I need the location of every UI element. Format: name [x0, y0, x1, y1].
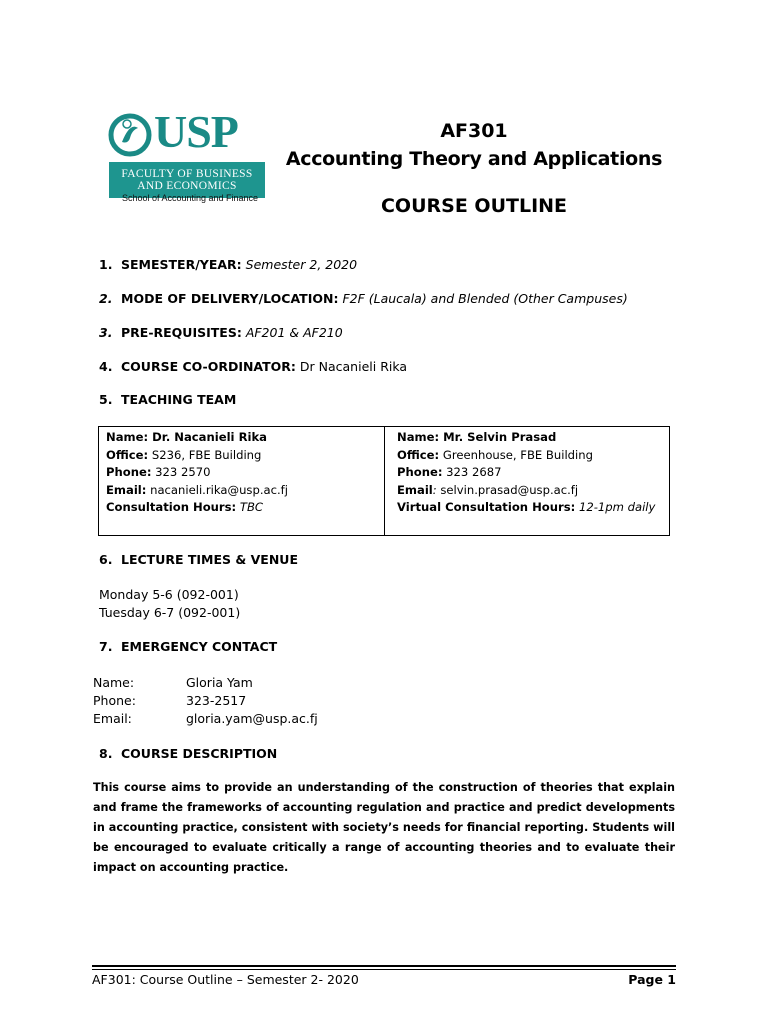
usp-emblem-icon	[108, 112, 154, 158]
contact-name-label: Name:	[93, 675, 135, 690]
email-label: Email	[397, 482, 433, 497]
section-number: 8.	[99, 746, 113, 761]
hours-label: Consultation Hours:	[106, 500, 237, 515]
phone-label: Phone:	[397, 465, 443, 480]
section-number: 4.	[99, 359, 113, 374]
document-title: COURSE OUTLINE	[380, 195, 568, 217]
contact-phone-value: 323-2517	[186, 693, 247, 708]
emergency-contact-details	[93, 674, 318, 728]
team-member-right	[384, 427, 669, 535]
contact-phone-row	[93, 692, 318, 710]
contact-email-label: Email:	[93, 711, 132, 726]
lecture-times-list	[99, 586, 240, 622]
section-value: Semester 2, 2020	[245, 257, 358, 272]
faculty-line-2: AND ECONOMICS	[137, 180, 237, 192]
section-label: LECTURE TIMES & VENUE	[121, 552, 298, 567]
section-label: PRE-REQUISITES:	[121, 325, 242, 340]
section-number: 6.	[99, 552, 113, 567]
section-label: COURSE DESCRIPTION	[121, 746, 278, 761]
section-value: AF201 & AF210	[245, 325, 343, 340]
email-colon: :	[432, 482, 437, 497]
contact-name-value: Gloria Yam	[186, 675, 253, 690]
member-office	[397, 447, 662, 465]
member-office	[106, 447, 377, 465]
member-phone	[106, 464, 377, 482]
lecture-time: Monday 5-6 (092-001)	[99, 587, 239, 602]
school-name: School of Accounting and Finance	[121, 193, 259, 203]
section-value: Dr Nacanieli Rika	[299, 359, 408, 374]
office-value: Greenhouse, FBE Building	[442, 447, 593, 462]
hours-label: Virtual Consultation Hours:	[397, 500, 576, 515]
section-number: 3.	[99, 325, 113, 340]
lecture-time: Tuesday 6-7 (092-001)	[99, 605, 241, 620]
course-description-text: This course aims to provide an understanding of the construction of theories that explain and frame the frameworks of accounting regulation and practice and predict developments in accounting practice, consistent with society’s needs for financial reporting. Students will be encouraged to evaluate critically a range of accounting theories and to evaluate their impact on accounting practice.	[93, 781, 675, 874]
section-semester	[99, 257, 357, 273]
section-number: 7.	[99, 639, 113, 654]
section-course-description	[99, 746, 277, 762]
footer-divider	[92, 965, 676, 970]
member-hours	[106, 499, 377, 517]
phone-value: 323 2570	[155, 465, 211, 480]
member-name	[397, 429, 662, 447]
contact-name-row	[93, 674, 318, 692]
footer-title: AF301: Course Outline – Semester 2- 2020	[92, 972, 359, 987]
section-lecture-times	[99, 552, 298, 568]
member-name-text: Name: Mr. Selvin Prasad	[397, 430, 557, 444]
section-value: F2F (Laucala) and Blended (Other Campuses)	[342, 291, 628, 306]
phone-label: Phone:	[106, 465, 152, 480]
contact-phone-label: Phone:	[93, 693, 136, 708]
course-name: Accounting Theory and Applications	[285, 148, 663, 170]
member-phone	[397, 464, 662, 482]
contact-email-value[interactable]: gloria.yam@usp.ac.fj	[186, 711, 318, 726]
email-value[interactable]: nacanieli.rika@usp.ac.fj	[150, 482, 288, 497]
title-block	[276, 118, 672, 174]
section-coordinator	[99, 359, 407, 375]
usp-logo	[108, 106, 268, 206]
hours-value: TBC	[239, 500, 263, 515]
page-number: Page 1	[628, 972, 676, 987]
phone-value: 323 2687	[446, 465, 502, 480]
teaching-team-table	[98, 426, 670, 536]
logo-wordmark: USP	[154, 106, 238, 157]
section-number: 1.	[99, 257, 113, 272]
member-email	[106, 482, 377, 500]
section-label: TEACHING TEAM	[121, 392, 237, 407]
section-label: COURSE CO-ORDINATOR:	[121, 359, 296, 374]
section-number: 2.	[99, 291, 113, 306]
section-delivery	[99, 291, 628, 307]
contact-email-row	[93, 710, 318, 728]
office-label: Office:	[106, 447, 149, 462]
section-emergency-contact	[99, 639, 277, 655]
section-label: EMERGENCY CONTACT	[121, 639, 278, 654]
section-label: MODE OF DELIVERY/LOCATION:	[121, 291, 339, 306]
faculty-line-1: FACULTY OF BUSINESS	[121, 168, 253, 180]
section-prerequisites	[99, 325, 343, 341]
email-label: Email:	[106, 482, 147, 497]
office-value: S236, FBE Building	[151, 447, 262, 462]
section-teaching-team	[99, 392, 236, 408]
member-email	[397, 482, 662, 500]
section-number: 5.	[99, 392, 113, 407]
member-name-text: Name: Dr. Nacanieli Rika	[106, 430, 268, 444]
course-code: AF301	[440, 120, 508, 142]
hours-value: 12-1pm daily	[578, 500, 656, 515]
section-label: SEMESTER/YEAR:	[121, 257, 242, 272]
email-value[interactable]: selvin.prasad@usp.ac.fj	[440, 482, 579, 497]
team-member-left	[99, 427, 384, 535]
office-label: Office:	[397, 447, 440, 462]
member-name	[106, 429, 377, 447]
member-hours	[397, 499, 662, 517]
